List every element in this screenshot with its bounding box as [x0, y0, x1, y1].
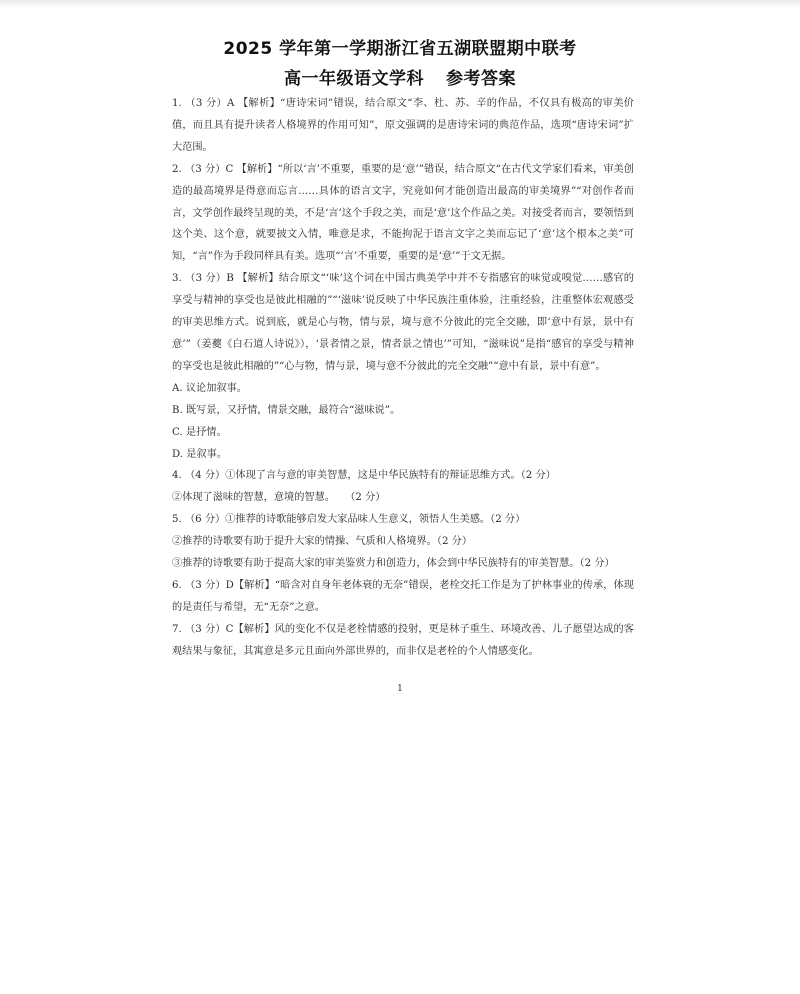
answer-q3-option-a: A. 议论加叙事。 — [172, 382, 247, 394]
answer-q3: 3. （3 分）B 【解析】结合原文“‘味’这个词在中国古典美学中并不专指感官的味觉或嗅觉……感官的享受与精神的享受也是彼此相融的”“‘滋味’说反映了中华民族注重体验，注重经验，注重整体宏观感受的审美思维方式。说到底，就是心与物，情与景，境与意不分彼此的完全交融，即‘意中有景，景中有意’”（姜夔《白石道人诗说》），‘景者情之景，情者景之情也’”可知，“滋味说”是指“感官的享受与精神的享受也是彼此相融的”“心与物，情与景，境与意不分彼此的完全交融”“意中有景，景中有意”。 — [172, 273, 634, 372]
answer-q3-option-c: C. 是抒情。 — [172, 426, 227, 438]
exam-subtitle — [0, 64, 800, 89]
page-number: 1 — [397, 684, 403, 694]
subject-label: 高一年级语文学科 — [284, 69, 424, 89]
answer-q5-point-2: ②推荐的诗歌要有助于提升大家的情操、气质和人格境界。（2 分） — [172, 536, 473, 548]
answer-body — [172, 93, 634, 663]
answer-key-label: 参考答案 — [446, 69, 516, 89]
answer-q5-point-1: 5. （6 分）①推荐的诗歌能够启发大家品味人生意义，领悟人生美感。（2 分） — [172, 514, 526, 526]
answer-q3-option-b: B. 既写景，又抒情，情景交融，最符合“滋味说”。 — [172, 404, 401, 416]
exam-title: 2025 学年第一学期浙江省五湖联盟期中联考 — [223, 39, 577, 59]
answer-q5-point-3: ③推荐的诗歌要有助于提高大家的审美鉴赏力和创造力，体会到中华民族特有的审美智慧。（2 分） — [172, 558, 615, 570]
answer-q2: 2. （3 分）C 【解析】“所以‘言’不重要，重要的是‘意’”错误，结合原文“在古代文学家们看来，审美创造的最高境界是得意而忘言……具体的语言文字，究竟如何才能创造出最高的审美境界”“对创作者而言，文学创作最终呈现的美，不是‘言’这个手段之美，而是‘意’这个作品之美。对接受者而言，要领悟到这个美、这个意，就要披文入情，唯意是求，不能拘泥于语言文字之美而忘记了‘意’这个根本之美”可知，“言”作为手段同样具有美。选项“‘言’不重要，重要的是‘意’”于文无据。 — [172, 163, 634, 263]
answer-q4-point-2: ②体现了滋味的智慧，意境的智慧。 （2 分） — [172, 492, 386, 504]
answer-q1: 1. （3 分）A 【解析】“唐诗宋词”错误，结合原文“李、杜、苏、辛的作品，不仅具有极高的审美价值，而且具有提升读者人格境界的作用可知”，原文强调的是唐诗宋词的典范作品，选项“唐诗宋词”扩大范围。 — [172, 98, 634, 153]
answer-q3-option-d: D. 是叙事。 — [172, 448, 228, 460]
answer-q6: 6. （3 分）D【解析】“暗含对自身年老体衰的无奈”错误，老栓交托工作是为了护林事业的传承，体现的是责任与希望，无“无奈”之意。 — [172, 579, 634, 613]
scan-top-edge — [0, 0, 800, 8]
answer-q4-point-1: 4. （4 分）①体现了言与意的审美智慧，这是中华民族特有的辩证思维方式。（2 分） — [172, 470, 556, 482]
answer-q7: 7. （3 分）C【解析】风的变化不仅是老栓情感的投射，更是林子重生、环境改善、儿子愿望达成的客观结果与象征，其寓意是多元且面向外部世界的，而非仅是老栓的个人情感变化。 — [172, 623, 634, 657]
